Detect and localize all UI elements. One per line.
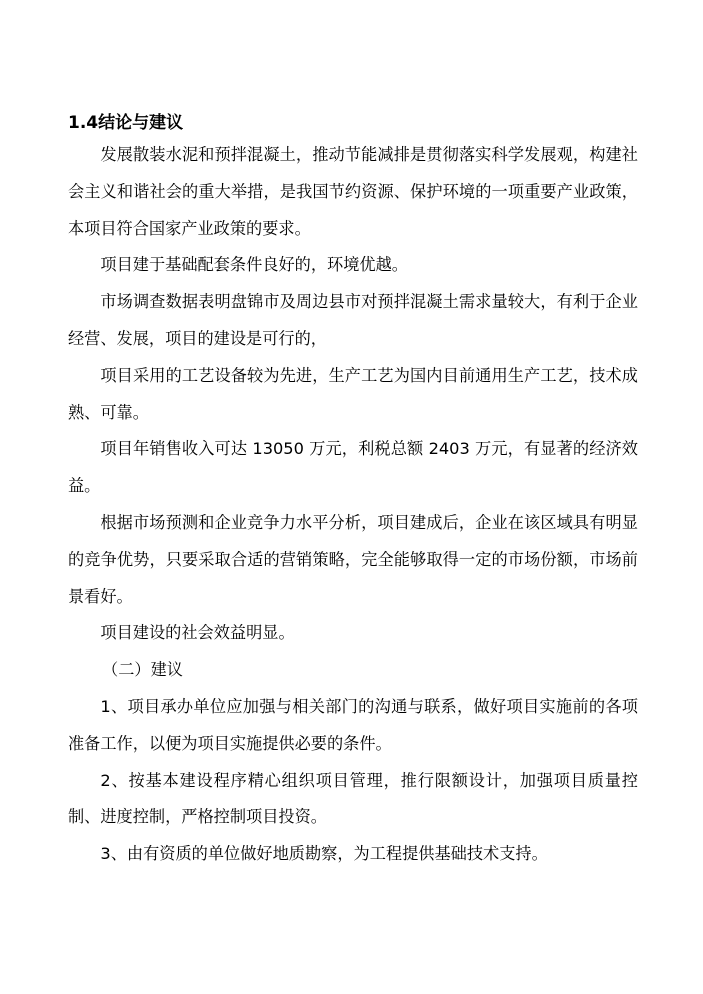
paragraph-market-demand: 市场调查数据表明盘锦市及周边县市对预拌混凝土需求量较大，有利于企业经营、发展，项目的建设是可行的， [68, 292, 638, 348]
paragraph-revenue: 项目年销售收入可达 13050 万元，利税总额 2403 万元，有显著的经济效益。 [68, 439, 638, 496]
document-body [68, 137, 638, 873]
paragraph-social-benefit: 项目建设的社会效益明显。 [100, 623, 295, 643]
paragraph-technology: 项目采用的工艺设备较为先进，生产工艺为国内目前通用生产工艺，技术成熟、可靠。 [68, 365, 638, 422]
subheading-recommendations: （二）建议 [102, 660, 183, 680]
recommendation-item-3: 3、由有资质的单位做好地质勘察，为工程提供基础技术支持。 [100, 844, 548, 864]
paragraph-competitiveness: 根据市场预测和企业竞争力水平分析，项目建成后，企业在该区域具有明显的竞争优势，只要采取合适的营销策略，完全能够取得一定的市场份额，市场前景看好。 [68, 512, 638, 606]
paragraph-policy: 发展散装水泥和预拌混凝土，推动节能减排是贯彻落实科学发展观，构建社会主义和谐社会的重大举措，是我国节约资源、保护环境的一项重要产业政策，本项目符合国家产业政策的要求。 [68, 145, 638, 238]
section-heading: 1.4结论与建议 [68, 113, 184, 133]
paragraph-environment: 项目建于基础配套条件良好的，环境优越。 [100, 255, 408, 275]
recommendation-item-2: 2、按基本建设程序精心组织项目管理，推行限额设计，加强项目质量控制、进度控制，严格控制项目投资。 [68, 770, 638, 827]
recommendation-item-1: 1、项目承办单位应加强与相关部门的沟通与联系，做好项目实施前的各项准备工作，以便为项目实施提供必要的条件。 [68, 696, 638, 753]
